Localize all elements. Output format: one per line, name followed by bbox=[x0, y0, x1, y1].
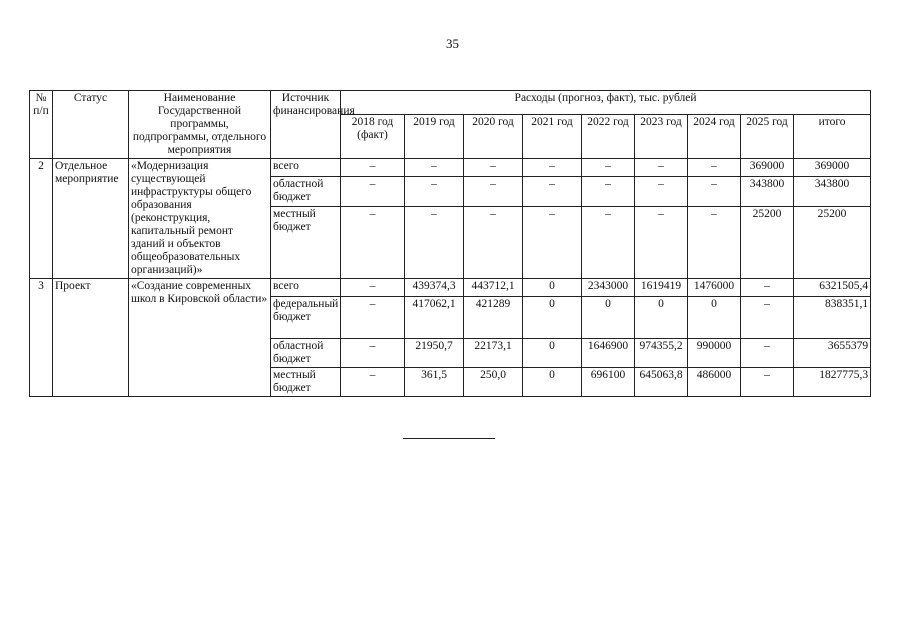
cell-value: – bbox=[741, 279, 794, 297]
row-num: 2 bbox=[30, 159, 53, 279]
cell-value: – bbox=[741, 297, 794, 339]
budget-table bbox=[29, 90, 871, 397]
cell-total: 369000 bbox=[794, 159, 871, 177]
cell-value: 443712,1 bbox=[464, 279, 523, 297]
row-source: областной бюджет bbox=[271, 177, 341, 207]
cell-value: 25200 bbox=[741, 207, 794, 279]
cell-value: – bbox=[464, 159, 523, 177]
cell-value: 0 bbox=[523, 339, 582, 368]
cell-value: 417062,1 bbox=[405, 297, 464, 339]
cell-value: – bbox=[341, 297, 405, 339]
header-expenses: Расходы (прогноз, факт), тыс. рублей bbox=[341, 91, 871, 115]
header-total: итого bbox=[794, 115, 871, 159]
header-num: № п/п bbox=[30, 91, 53, 159]
cell-value: – bbox=[464, 177, 523, 207]
cell-value: 0 bbox=[688, 297, 741, 339]
cell-value: 439374,3 bbox=[405, 279, 464, 297]
cell-value: 361,5 bbox=[405, 368, 464, 397]
row-name: «Создание современных школ в Кировской области» bbox=[129, 279, 271, 397]
row-name: «Модернизация существующей инфраструктуры общего образования (реконструкция, капитальный ремонт зданий и объектов общеобразовательных организаций)» bbox=[129, 159, 271, 279]
cell-value: – bbox=[405, 207, 464, 279]
cell-total: 838351,1 bbox=[794, 297, 871, 339]
cell-value: 343800 bbox=[741, 177, 794, 207]
cell-value: – bbox=[582, 159, 635, 177]
header-status: Статус bbox=[53, 91, 129, 159]
cell-total: 3655379 bbox=[794, 339, 871, 368]
cell-value: 369000 bbox=[741, 159, 794, 177]
cell-value: 696100 bbox=[582, 368, 635, 397]
header-name: Наименование Государственной программы, подпрограммы, отдельного мероприятия bbox=[129, 91, 271, 159]
page-number: 35 bbox=[446, 36, 459, 51]
cell-value: – bbox=[523, 159, 582, 177]
header-year: 2019 год bbox=[405, 115, 464, 159]
cell-value: 1646900 bbox=[582, 339, 635, 368]
cell-value: – bbox=[523, 207, 582, 279]
cell-value: – bbox=[688, 177, 741, 207]
cell-value: 486000 bbox=[688, 368, 741, 397]
cell-value: 250,0 bbox=[464, 368, 523, 397]
cell-value: – bbox=[341, 177, 405, 207]
cell-value: 421289 bbox=[464, 297, 523, 339]
cell-value: – bbox=[341, 207, 405, 279]
row-num: 3 bbox=[30, 279, 53, 397]
cell-value: 1476000 bbox=[688, 279, 741, 297]
header-year: 2021 год bbox=[523, 115, 582, 159]
header-source: Источник финансирования bbox=[271, 91, 341, 159]
cell-value: – bbox=[688, 207, 741, 279]
cell-value: – bbox=[523, 177, 582, 207]
cell-value: – bbox=[405, 159, 464, 177]
cell-value: – bbox=[635, 159, 688, 177]
header-year: 2020 год bbox=[464, 115, 523, 159]
cell-value: 0 bbox=[582, 297, 635, 339]
cell-total: 25200 bbox=[794, 207, 871, 279]
cell-value: – bbox=[464, 207, 523, 279]
cell-value: 990000 bbox=[688, 339, 741, 368]
cell-value: 2343000 bbox=[582, 279, 635, 297]
header-row-1 bbox=[30, 91, 871, 115]
cell-total: 1827775,3 bbox=[794, 368, 871, 397]
cell-value: – bbox=[341, 279, 405, 297]
row-source: федеральный бюджет bbox=[271, 297, 341, 339]
cell-value: – bbox=[341, 368, 405, 397]
cell-value: 974355,2 bbox=[635, 339, 688, 368]
cell-value: 0 bbox=[523, 279, 582, 297]
cell-value: – bbox=[341, 339, 405, 368]
row-source: местный бюджет bbox=[271, 368, 341, 397]
cell-value: – bbox=[341, 159, 405, 177]
cell-value: – bbox=[635, 207, 688, 279]
header-year: 2018 год (факт) bbox=[341, 115, 405, 159]
row-status: Отдельное мероприятие bbox=[53, 159, 129, 279]
cell-total: 343800 bbox=[794, 177, 871, 207]
cell-value: 1619419 bbox=[635, 279, 688, 297]
header-year: 2023 год bbox=[635, 115, 688, 159]
row-source: всего bbox=[271, 279, 341, 297]
cell-value: – bbox=[741, 339, 794, 368]
cell-value: 22173,1 bbox=[464, 339, 523, 368]
cell-value: 21950,7 bbox=[405, 339, 464, 368]
cell-value: – bbox=[582, 207, 635, 279]
cell-value: – bbox=[635, 177, 688, 207]
header-year: 2024 год bbox=[688, 115, 741, 159]
table-row bbox=[30, 279, 871, 297]
cell-value: 0 bbox=[635, 297, 688, 339]
row-source: местный бюджет bbox=[271, 207, 341, 279]
row-source: областной бюджет bbox=[271, 339, 341, 368]
cell-value: – bbox=[688, 159, 741, 177]
cell-value: 645063,8 bbox=[635, 368, 688, 397]
row-status: Проект bbox=[53, 279, 129, 397]
end-rule bbox=[403, 438, 495, 439]
cell-value: – bbox=[405, 177, 464, 207]
row-source: всего bbox=[271, 159, 341, 177]
cell-value: 0 bbox=[523, 297, 582, 339]
header-year: 2022 год bbox=[582, 115, 635, 159]
cell-total: 6321505,4 bbox=[794, 279, 871, 297]
cell-value: 0 bbox=[523, 368, 582, 397]
table-row bbox=[30, 159, 871, 177]
cell-value: – bbox=[741, 368, 794, 397]
cell-value: – bbox=[582, 177, 635, 207]
header-year: 2025 год bbox=[741, 115, 794, 159]
